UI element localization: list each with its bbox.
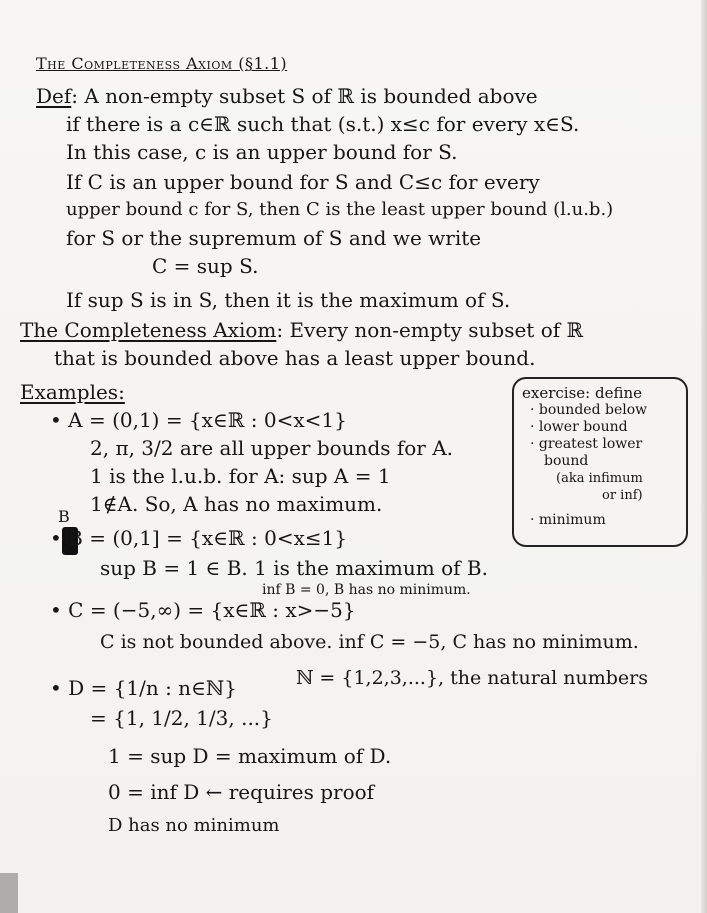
exercise-box: [512, 377, 688, 547]
example-b-line-2: sup B = 1 ∈ B. 1 is the maximum of B.: [100, 556, 488, 580]
example-a-line-1: • A = (0,1) = {x∈ℝ : 0<x<1}: [50, 408, 347, 432]
exercise-item-bounded-below: · bounded below: [530, 402, 648, 418]
exercise-heading: exercise: define: [522, 384, 642, 402]
example-c-line-1: • C = (−5,∞) = {x∈ℝ : x>−5}: [50, 598, 356, 622]
example-b-line-1: • B = (0,1] = {x∈ℝ : 0<x≤1}: [50, 526, 348, 550]
definition-line-6: for S or the supremum of S and we write: [66, 226, 482, 250]
def-label: Def: [36, 84, 72, 108]
definition-line-8: If sup S is in S, then it is the maximum of S.: [66, 288, 511, 312]
def-text-1: : A non-empty subset S of ℝ is bounded above: [71, 84, 538, 108]
exercise-item-aka-infimum: (aka infimum: [556, 471, 643, 486]
exercise-item-bound: bound: [544, 453, 589, 469]
definition-line-4: If C is an upper bound for S and C≤c for every: [66, 170, 540, 194]
definition-line-5: upper bound c for S, then C is the least upper bound (l.u.b.): [66, 199, 614, 220]
exercise-item-greatest-lower: · greatest lower: [530, 436, 643, 452]
notes-title: The Completeness Axiom (§1.1): [36, 54, 288, 73]
example-d-line-5: D has no minimum: [108, 815, 280, 836]
examples-label: Examples:: [20, 380, 125, 404]
definition-line-2: if there is a c∈ℝ such that (s.t.) x≤c for every x∈S.: [66, 112, 580, 136]
example-d-line-3: 1 = sup D = maximum of D.: [108, 744, 392, 768]
example-d-line-4: 0 = inf D ← requires proof: [108, 780, 375, 804]
exercise-item-lower-bound: · lower bound: [530, 419, 628, 435]
definition-line-3: In this case, c is an upper bound for S.: [66, 140, 458, 164]
example-d-naturals: ℕ = {1,2,3,...}, the natural numbers: [296, 667, 648, 689]
axiom-line-1: [20, 318, 583, 342]
example-d-line-1: • D = {1/n : n∈ℕ}: [50, 676, 237, 700]
example-a-line-2: 2, π, 3/2 are all upper bounds for A.: [90, 436, 454, 460]
example-a-line-4: 1∉A. So, A has no maximum.: [90, 492, 383, 516]
definition-line-7: C = sup S.: [152, 254, 259, 278]
example-a-line-3: 1 is the l.u.b. for A: sup A = 1: [90, 464, 391, 488]
exercise-item-or-inf: or inf): [602, 488, 643, 503]
example-b-line-3: inf B = 0, B has no minimum.: [262, 582, 471, 598]
example-d-line-2: = {1, 1/2, 1/3, ...}: [90, 706, 273, 730]
definition-line-1: [36, 84, 538, 108]
example-c-line-2: C is not bounded above. inf C = −5, C has no minimum.: [100, 631, 639, 653]
axiom-line-2: that is bounded above has a least upper bound.: [54, 346, 536, 370]
axiom-text-1: : Every non-empty subset of ℝ: [276, 318, 584, 342]
axiom-label: The Completeness Axiom: [20, 318, 277, 342]
example-b-correction-mark: B: [58, 507, 70, 526]
exercise-item-minimum: · minimum: [530, 512, 606, 528]
